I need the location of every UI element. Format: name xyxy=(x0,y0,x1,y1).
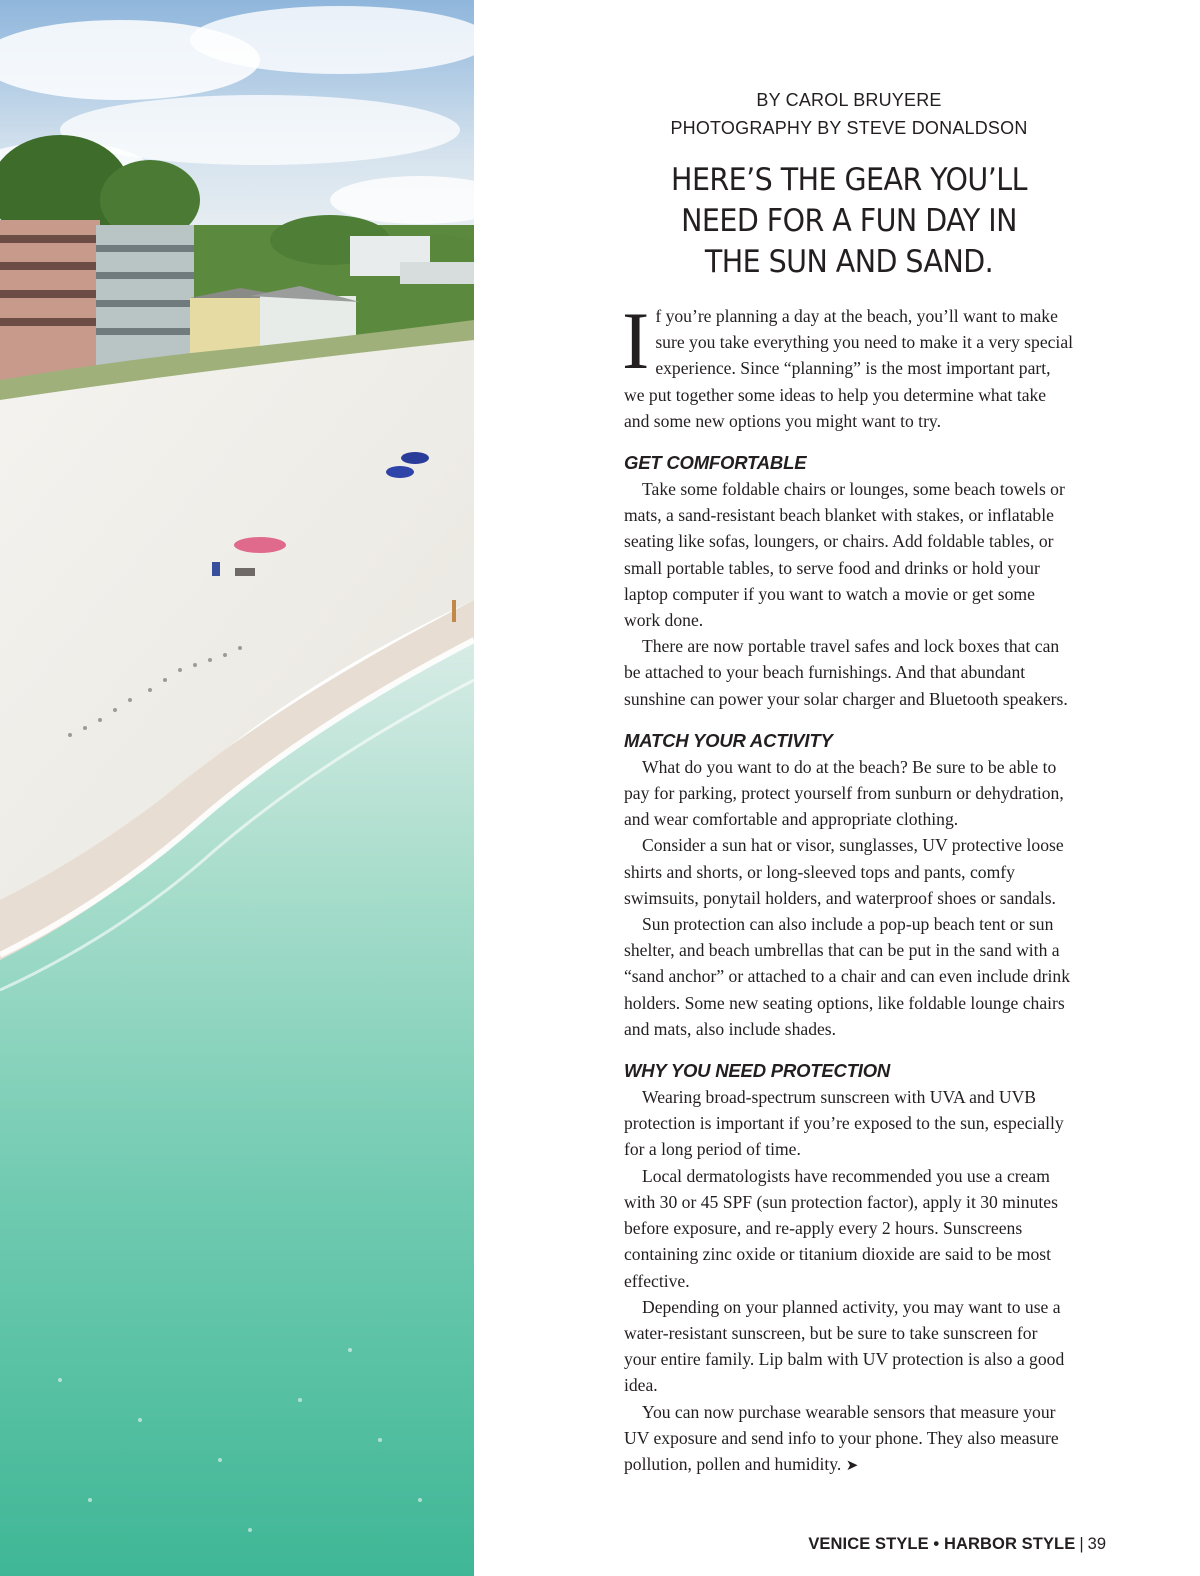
body-paragraph: Depending on your planned activity, you may want to use a water-resistant sunscreen, but be sure to take sunscreen for your entire family. Lip balm with UV protection is also a good idea. xyxy=(624,1296,1065,1396)
beach-aerial-photo xyxy=(0,0,474,1576)
beach-photo-illustration xyxy=(0,0,474,1576)
folio xyxy=(808,1535,1106,1554)
section-get-comfortable xyxy=(624,450,1074,712)
article xyxy=(624,86,1074,1478)
headline xyxy=(642,160,1056,283)
section-heading: WHY YOU NEED PROTECTION xyxy=(624,1060,891,1082)
drop-cap: I xyxy=(622,295,650,386)
section-heading: GET COMFORTABLE xyxy=(624,452,807,474)
body-paragraph: Local dermatologists have recommended you use a cream with 30 or 45 SPF (sun protection factor), apply it 30 minutes before exposure, and re-apply every 2 hours. Sunscreens containing zinc oxide or titanium dioxide are said to be most effective. xyxy=(624,1165,1058,1291)
body-paragraph: Wearing broad-spectrum sunscreen with UVA and UVB protection is important if you’re exposed to the sun, especially for a long period of time. xyxy=(624,1087,1064,1160)
body-text: You can now purchase wearable sensors that measure your UV exposure and send info to your phone. They also measure pollution, pollen and humidity. xyxy=(624,1401,1059,1474)
article-body xyxy=(622,295,1074,1478)
page-number: 39 xyxy=(1087,1535,1106,1553)
body-paragraph: Sun protection can also include a pop-up beach tent or sun shelter, and beach umbrellas that can be put in the sand with a “sand anchor” or attached to a chair and can even include drink holders. Some new seating options, like foldable lounge chairs and mats, also include shades. xyxy=(624,914,1070,1039)
author-credit: BY CAROL BRUYERE xyxy=(756,90,942,110)
body-paragraph-last xyxy=(624,1399,1074,1479)
section-match-your-activity xyxy=(624,728,1074,1042)
section-why-you-need-protection xyxy=(624,1058,1074,1478)
folio-separator: | xyxy=(1079,1535,1084,1553)
magazine-name: VENICE STYLE • HARBOR STYLE xyxy=(808,1535,1076,1553)
body-paragraph: Take some foldable chairs or lounges, some beach towels or mats, a sand-resistant beach blanket with stakes, or inflatable seating like sofas, loungers, or chairs. Add foldable tables, or small portable tables, to serve food and drinks or hold your laptop computer if you want to watch a movie or get some work done. xyxy=(624,479,1065,631)
body-paragraph: There are now portable travel safes and lock boxes that can be attached to your beach furnishings. And that abundant sunshine can power your solar charger and Bluetooth speakers. xyxy=(624,636,1068,709)
intro-text: f you’re planning a day at the beach, you’ll want to make sure you take everything you need to make it a very special experience. Since “planning” is the most important part, we put together some ideas to help you determine what take and some new options you might want to try. xyxy=(624,306,1074,431)
body-paragraph: Consider a sun hat or visor, sunglasses, UV protective loose shirts and shorts, or long-sleeved tops and pants, comfy swimsuits, ponytail holders, and waterproof shoes or sandals. xyxy=(624,835,1064,908)
photo-credit: PHOTOGRAPHY BY STEVE DONALDSON xyxy=(670,118,1028,138)
section-heading: MATCH YOUR ACTIVITY xyxy=(624,729,833,751)
continue-arrow-icon: ➤ xyxy=(845,1455,859,1474)
byline xyxy=(624,86,1074,142)
body-paragraph: What do you want to do at the beach? Be sure to be able to pay for parking, protect yourself from sunburn or dehydration, and wear comfortable and appropriate clothing. xyxy=(624,756,1064,830)
headline-line-2: NEED FOR A FUN DAY IN xyxy=(681,203,1017,239)
headline-line-1: HERE’S THE GEAR YOU’LL xyxy=(671,162,1027,198)
intro-paragraph xyxy=(622,295,1074,434)
headline-line-3: THE SUN AND SAND. xyxy=(704,244,994,280)
